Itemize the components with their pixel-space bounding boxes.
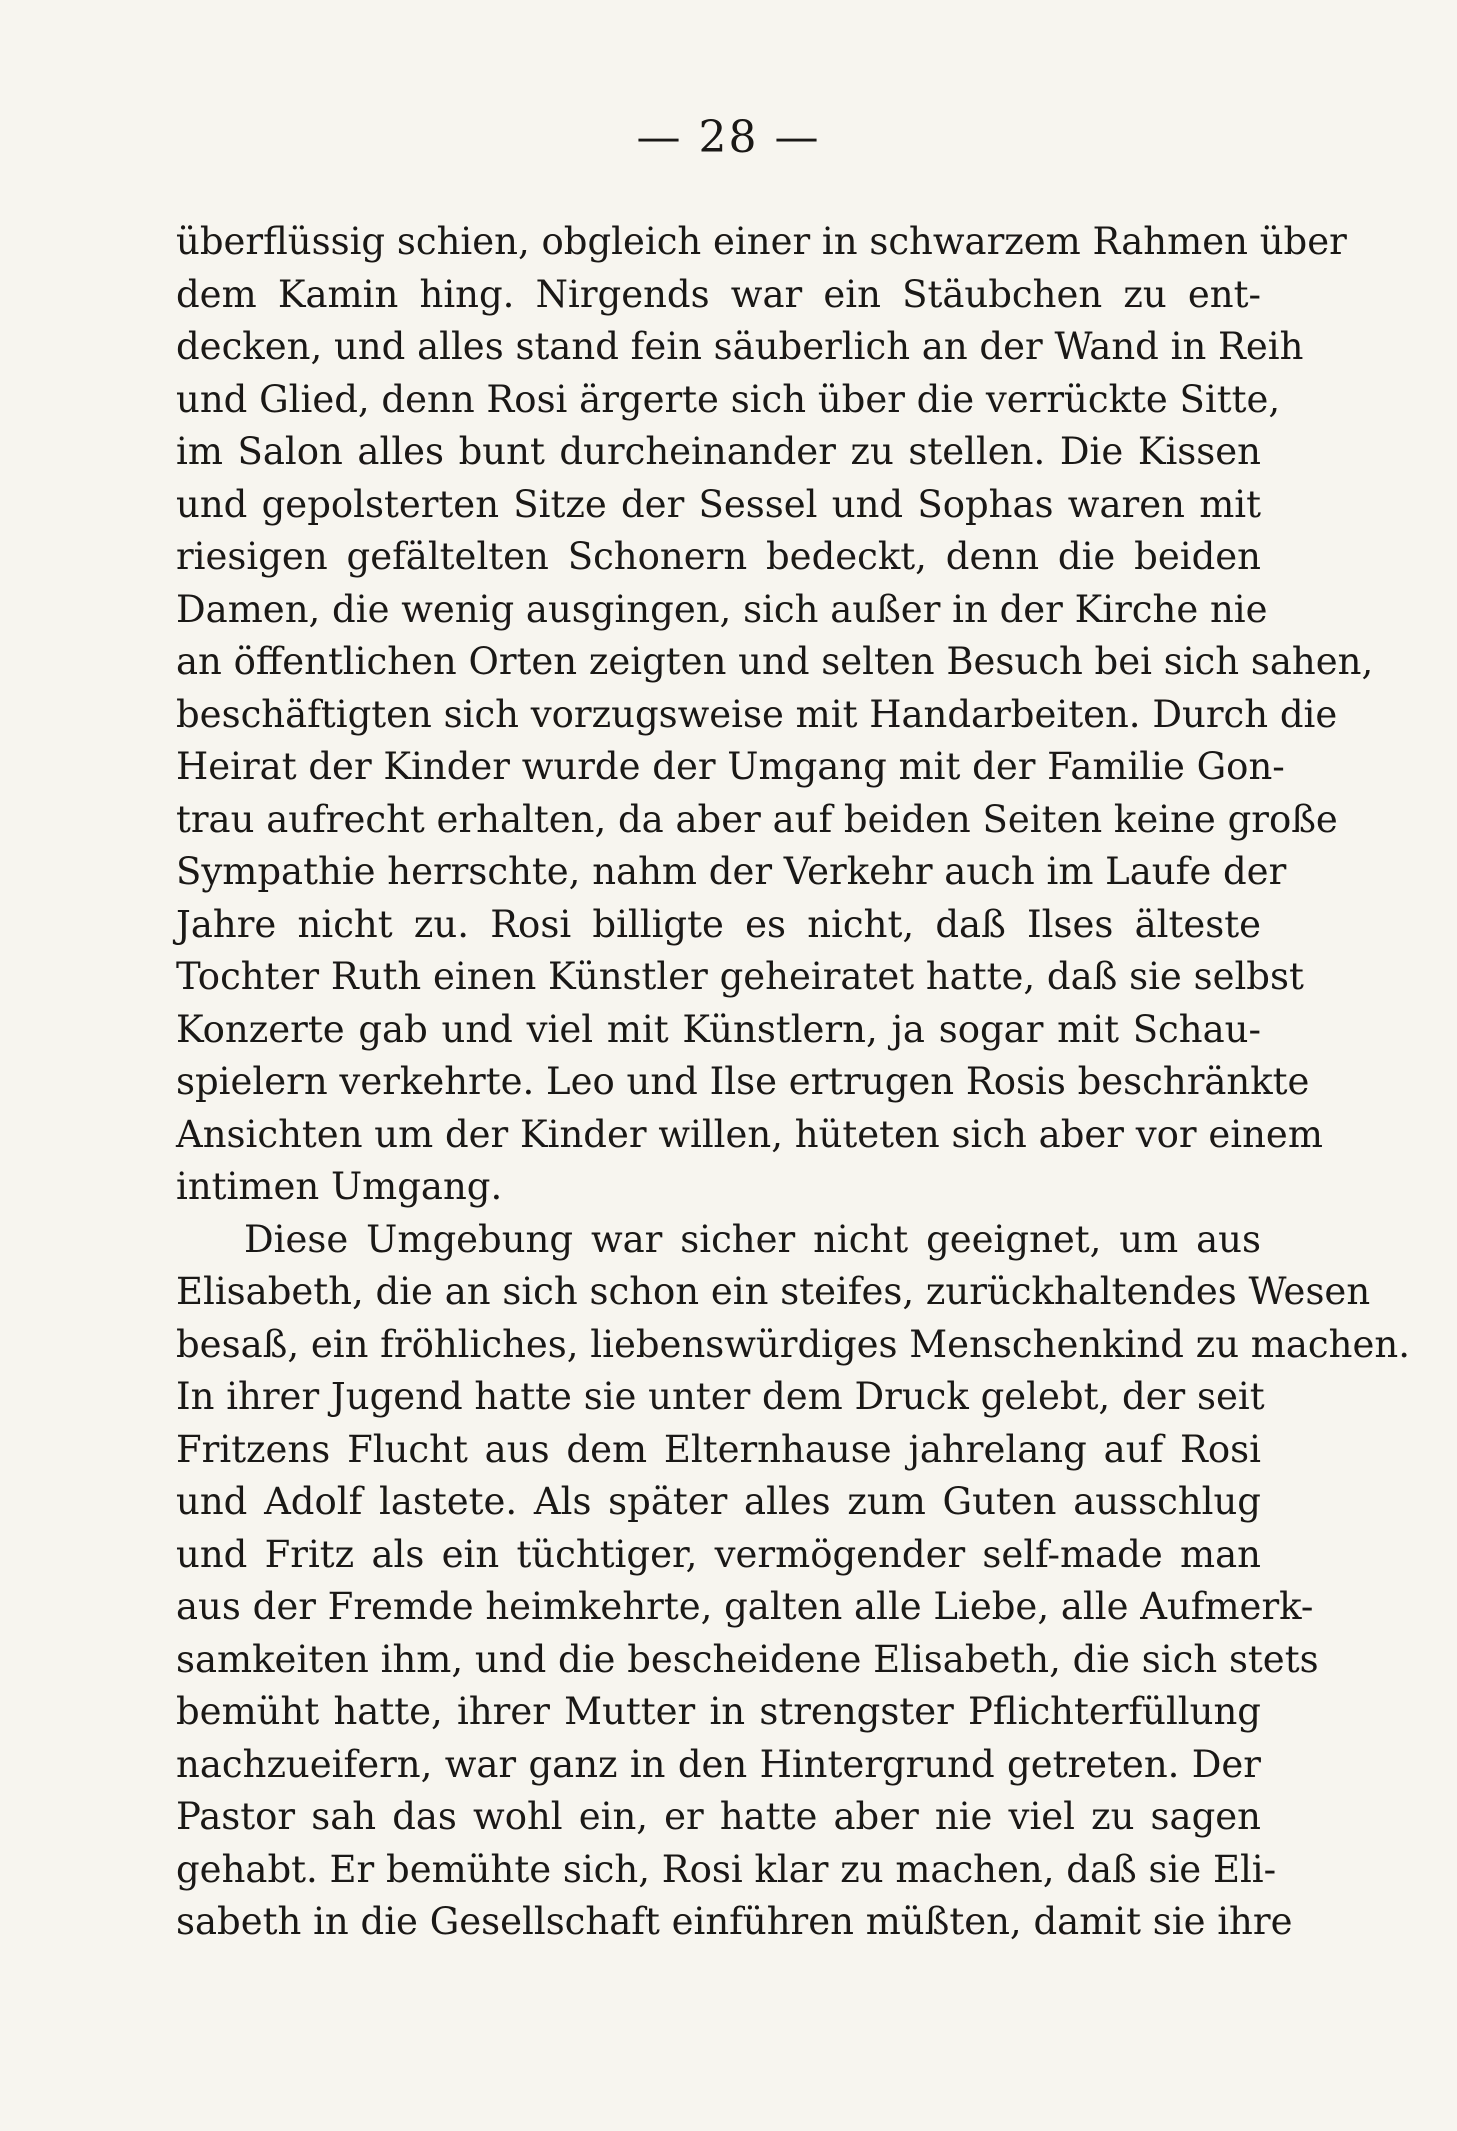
text-line: Heirat der Kinder wurde der Umgang mit der Familie Gon- (176, 745, 1285, 788)
text-line: Damen, die wenig ausgingen, sich außer in der Kirche nie (176, 587, 1268, 631)
text-line: bemüht hatte, ihrer Mutter in strengster Pflichterfüllung (176, 1690, 1261, 1733)
text-line: Sympathie herrschte, nahm der Verkehr auch im Laufe der (176, 850, 1287, 893)
text-line: Elisabeth, die an sich schon ein steifes, zurückhaltendes Wesen (176, 1270, 1371, 1313)
text-line: Ansichten um der Kinder willen, hüteten sich aber vor einem (176, 1112, 1323, 1156)
text-line: gehabt. Er bemühte sich, Rosi klar zu machen, daß sie Eli- (176, 1847, 1277, 1891)
text-line: besaß, ein fröhliches, liebenswürdiges Menschenkind zu machen. (176, 1322, 1410, 1366)
text-line: Konzerte gab und viel mit Künstlern, ja sogar mit Schau- (176, 1007, 1261, 1051)
text-line: intimen Umgang. (176, 1165, 503, 1208)
paragraph-2 (176, 1214, 1410, 1949)
text-line: riesigen gefältelten Schonern bedeckt, denn die beiden (176, 535, 1261, 578)
paragraph-1 (176, 216, 1374, 1214)
text-line: samkeiten ihm, und die bescheidene Elisabeth, die sich stets (176, 1637, 1319, 1681)
text-line: Pastor sah das wohl ein, er hatte aber nie viel zu sagen (176, 1795, 1261, 1838)
text-line: und gepolsterten Sitze der Sessel und Sophas waren mit (176, 482, 1261, 526)
text-line: aus der Fremde heimkehrte, galten alle Liebe, alle Aufmerk- (176, 1585, 1314, 1628)
text-line: sabeth in die Gesellschaft einführen müßten, damit sie ihre (176, 1900, 1293, 1943)
text-line: Jahre nicht zu. Rosi billigte es nicht, daß Ilses älteste (176, 902, 1261, 946)
text-line: In ihrer Jugend hatte sie unter dem Druck gelebt, der seit (176, 1375, 1265, 1418)
text-line: im Salon alles bunt durcheinander zu stellen. Die Kissen (176, 430, 1261, 473)
text-line: an öffentlichen Orten zeigten und selten Besuch bei sich sahen, (176, 640, 1374, 683)
text-line: Diese Umgebung war sicher nicht geeignet, um aus (244, 1217, 1261, 1261)
page-number: — 28 — (636, 112, 821, 163)
text-line: nachzueifern, war ganz in den Hintergrund getreten. Der (176, 1742, 1261, 1786)
text-line: Fritzens Flucht aus dem Elternhause jahrelang auf Rosi (176, 1427, 1261, 1471)
text-line: decken, und alles stand fein säuberlich an der Wand in Reih (176, 325, 1304, 368)
text-line: überflüssig schien, obgleich einer in schwarzem Rahmen über (176, 220, 1347, 263)
text-line: dem Kamin hing. Nirgends war ein Stäubchen zu ent- (176, 272, 1261, 316)
text-line: und Adolf lastete. Als später alles zum Guten ausschlug (176, 1480, 1261, 1523)
text-line: spielern verkehrte. Leo und Ilse ertrugen Rosis beschränkte (176, 1060, 1310, 1103)
text-line: beschäftigten sich vorzugsweise mit Handarbeiten. Durch die (176, 692, 1338, 736)
text-line: trau aufrecht erhalten, da aber auf beiden Seiten keine große (176, 797, 1338, 841)
text-body (176, 216, 1410, 1949)
text-line: Tochter Ruth einen Künstler geheiratet hatte, daß sie selbst (176, 955, 1304, 998)
text-line: und Glied, denn Rosi ärgerte sich über die verrückte Sitte, (176, 377, 1281, 421)
text-line: und Fritz als ein tüchtiger, vermögender self-made man (176, 1532, 1261, 1576)
